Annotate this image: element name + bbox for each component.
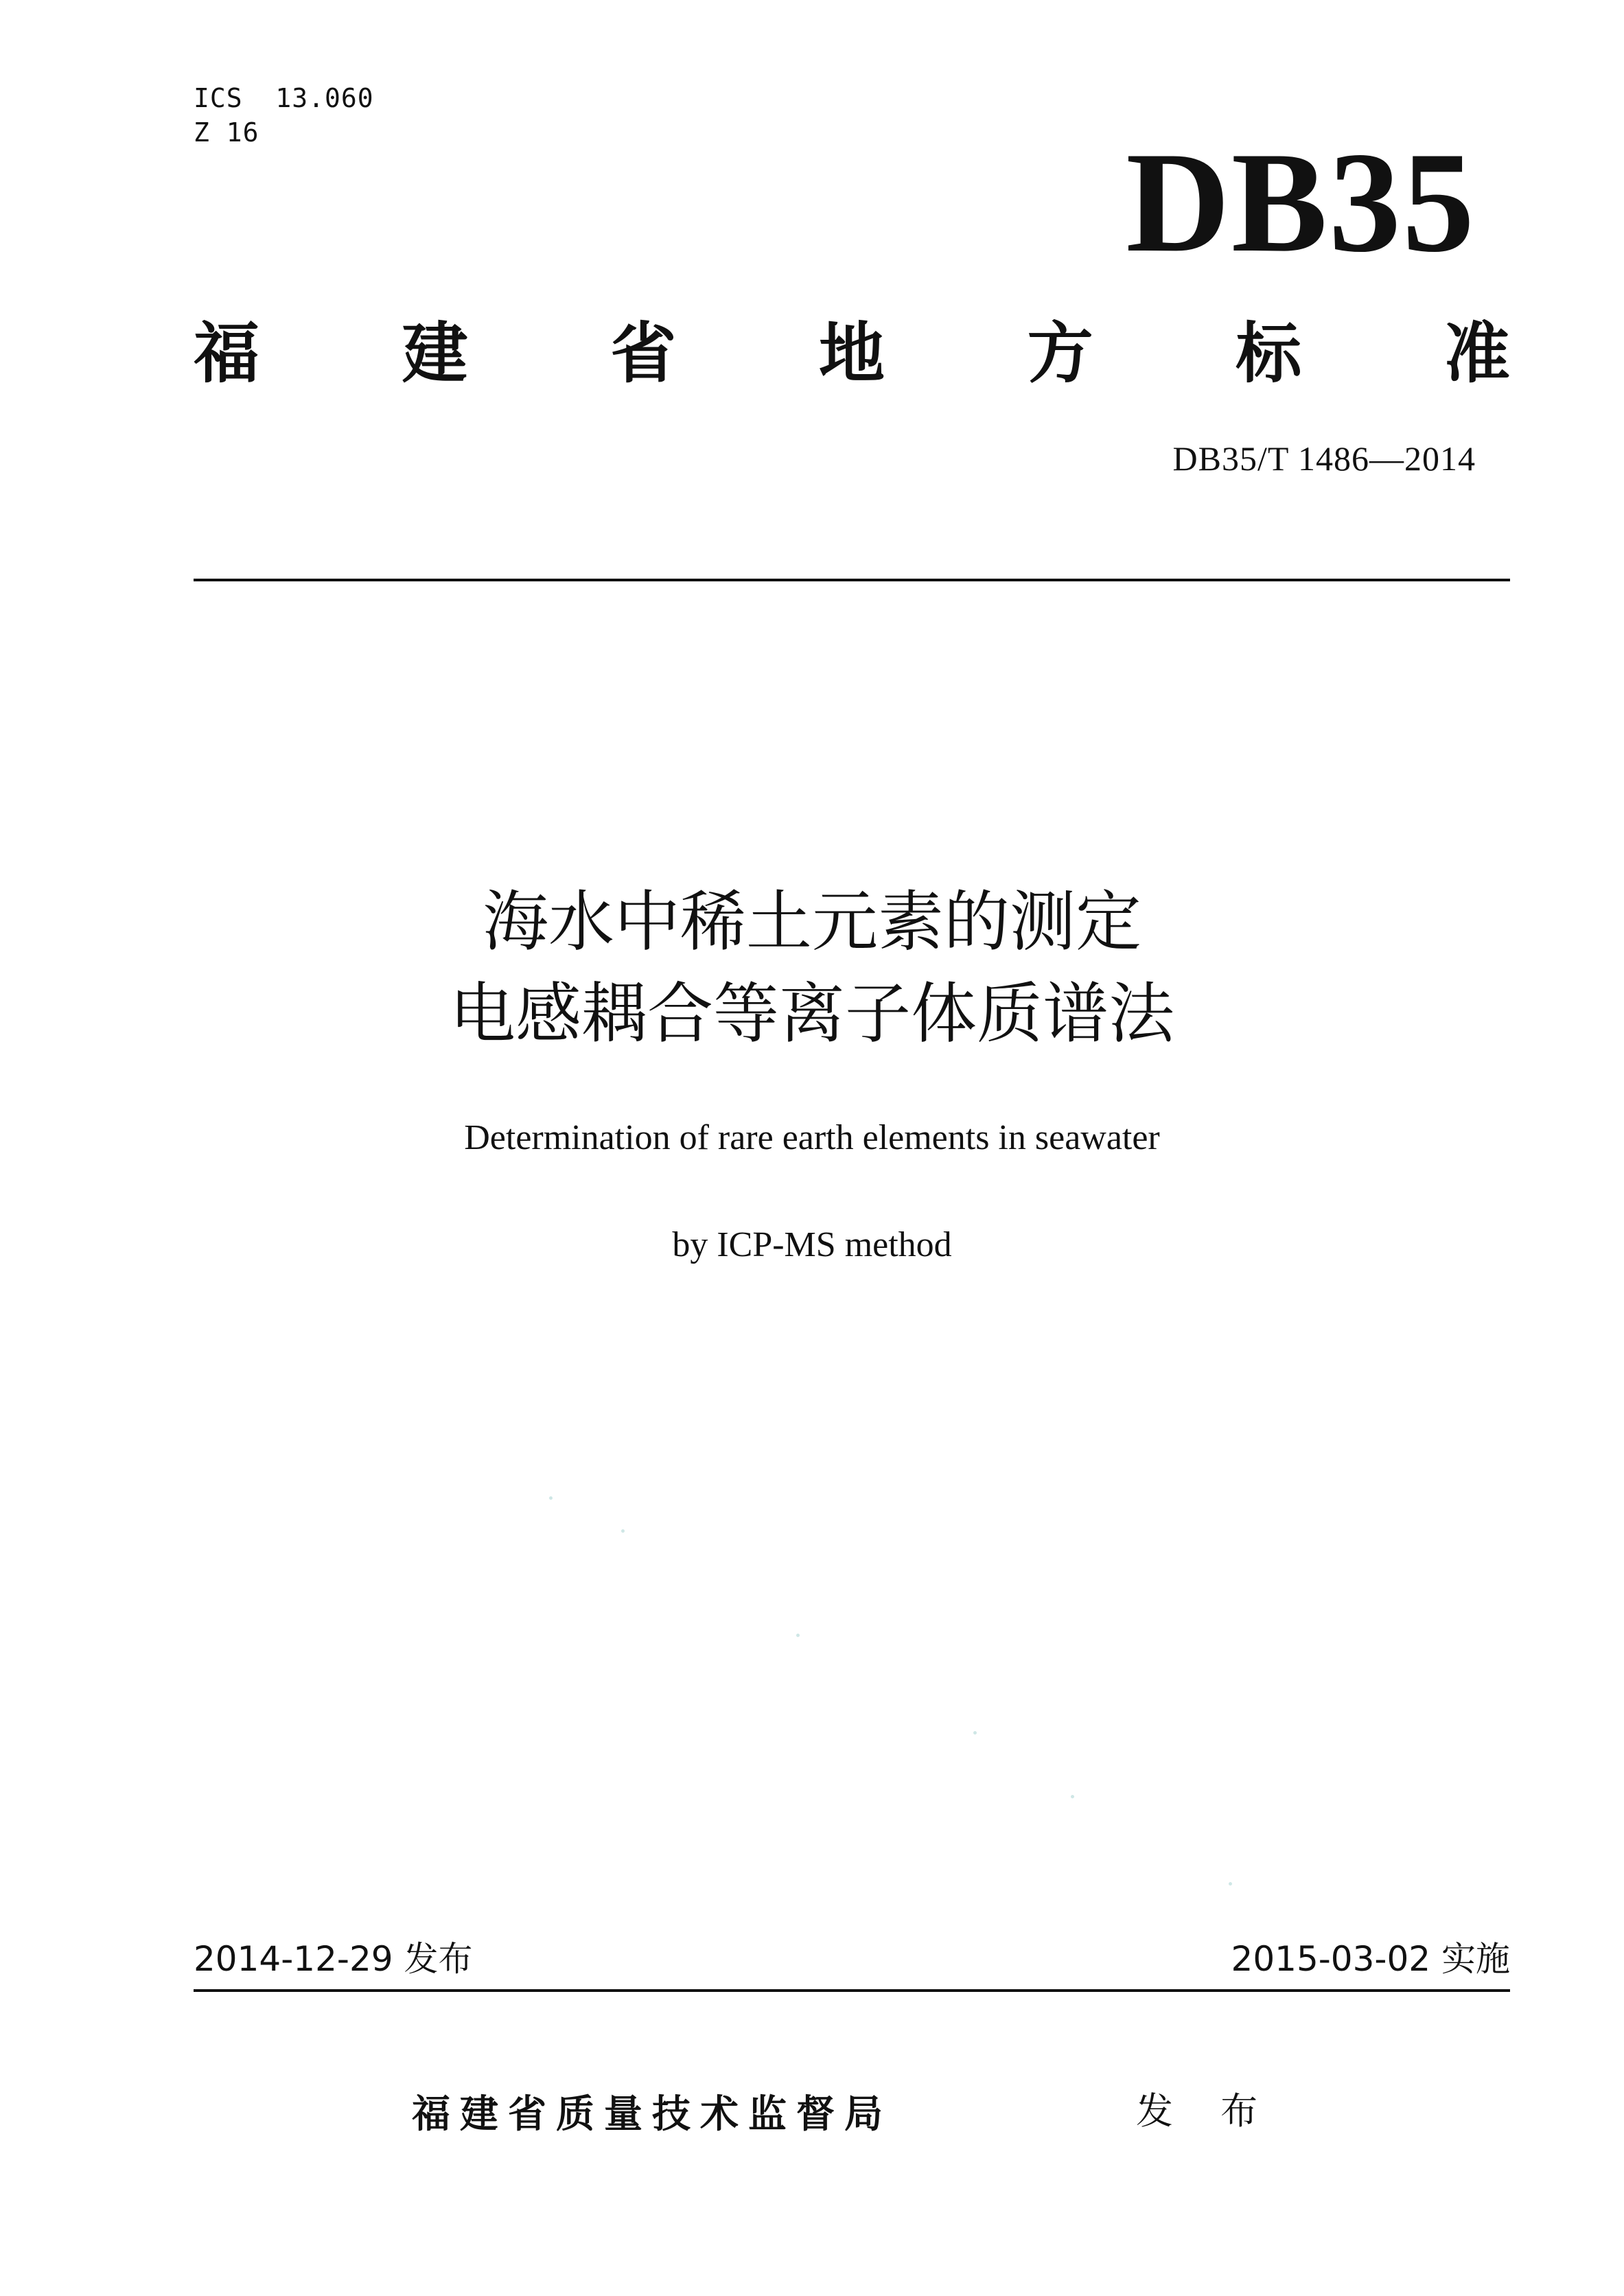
top-divider	[194, 579, 1510, 581]
scan-speck	[1071, 1795, 1074, 1798]
heading-char: 建	[402, 315, 468, 392]
bottom-divider	[194, 1989, 1510, 1992]
heading-char: 福	[194, 315, 259, 392]
heading-char: 标	[1236, 315, 1302, 392]
standard-number: DB35/T 1486—2014	[1172, 439, 1476, 478]
scan-speck	[973, 1731, 977, 1735]
heading-char: 省	[610, 315, 677, 392]
title-cn-line-1: 海水中稀土元素的测定	[483, 883, 1141, 960]
db35-logo: DB35	[1126, 123, 1476, 282]
publish-date: 2014-12-29 发布	[194, 1939, 473, 1979]
standard-type-heading	[194, 312, 1510, 395]
heading-char: 准	[1443, 315, 1510, 392]
title-en-line-1: Determination of rare earth elements in seawater	[464, 1118, 1160, 1157]
scan-speck	[796, 1634, 800, 1637]
scan-speck	[1229, 1882, 1232, 1886]
title-en-line-2: by ICP-MS method	[672, 1225, 952, 1264]
ics-code: ICS 13.060	[194, 83, 374, 113]
classification-codes	[194, 81, 374, 150]
category-code: Z 16	[194, 117, 259, 148]
issue-label: 发 布	[1136, 2089, 1276, 2133]
scan-speck	[621, 1529, 625, 1533]
issuing-authority: 福建省质量技术监督局	[412, 2092, 892, 2137]
heading-char: 方	[1027, 315, 1093, 392]
scan-speck	[549, 1496, 553, 1500]
heading-char: 地	[818, 315, 885, 392]
title-cn-line-2: 电感耦合等离子体质谱法	[450, 975, 1174, 1052]
implement-date: 2015-03-02 实施	[1231, 1939, 1510, 1979]
